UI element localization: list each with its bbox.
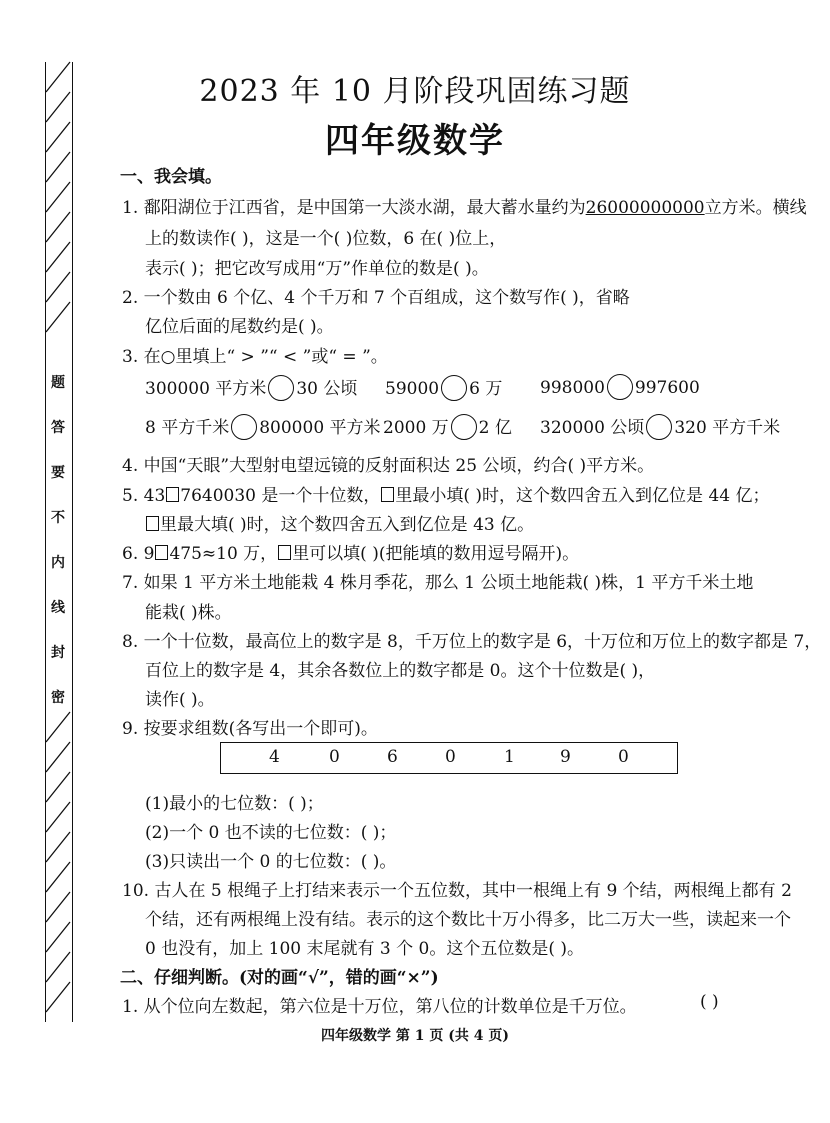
question-2-line-2: 亿位后面的尾数约是( )。: [145, 317, 334, 337]
digit-card: 1: [504, 747, 515, 767]
blank-square[interactable]: [166, 487, 179, 502]
page-footer: 四年级数学 第 1 页 (共 4 页): [321, 1028, 509, 1044]
question-9-sub-1: (1)最小的七位数：( )；: [145, 794, 324, 814]
compare-circle[interactable]: [441, 375, 467, 401]
compare-item: 2000 万 2 亿: [383, 413, 512, 440]
margin-char: 内: [51, 555, 65, 571]
compare-circle[interactable]: [607, 374, 633, 400]
question-6-line-1: 6. 9 475≈10 万， 里可以填( )(把能填的数用逗号隔开)。: [122, 544, 580, 564]
page-subtitle: 四年级数学: [325, 121, 505, 161]
blank-square[interactable]: [278, 545, 291, 560]
blank-square[interactable]: [155, 545, 168, 560]
margin-char: 封: [51, 645, 65, 661]
question-3-line-1: 3. 在○里填上“ > ”“ < ”或“ = ”。: [122, 347, 388, 367]
question-8-line-1: 8. 一个十位数，最高位上的数字是 8，千万位上的数字是 6，十万位和万位上的数字都是 7，: [122, 632, 822, 652]
compare-item: 320000 公顷 320 平方千米: [540, 413, 780, 440]
question-1-line-2: 上的数读作( )，这是一个( )位数，6 在( )位上，: [145, 229, 507, 249]
compare-circle[interactable]: [646, 414, 672, 440]
compare-item: 59000 6 万: [385, 374, 502, 401]
margin-char: 线: [51, 600, 65, 616]
section-heading-judge: 二、仔细判断。(对的画“√”，错的画“×”): [120, 968, 439, 988]
margin-char: 密: [51, 690, 65, 706]
digit-card: 6: [387, 747, 398, 767]
question-9-sub-3: (3)只读出一个 0 的七位数：( )。: [145, 852, 397, 872]
binding-margin-strip: [45, 62, 73, 1022]
question-5-line-2: 里最大填( )时，这个数四舍五入到亿位是 43 亿。: [145, 510, 534, 535]
q1-text-b: 立方米。横线: [704, 198, 807, 218]
digit-card: 0: [445, 747, 456, 767]
compare-circle[interactable]: [231, 414, 257, 440]
compare-item: 998000 997600: [540, 374, 700, 400]
question-10-line-1: 10. 古人在 5 根绳子上打结来表示一个五位数，其中一根绳上有 9 个结，两根绳上都有 2: [122, 881, 792, 901]
question-8-line-2: 百位上的数字是 4，其余各数位上的数字都是 0。这个十位数是( )，: [145, 661, 656, 681]
question-8-line-3: 读作( )。: [145, 690, 215, 710]
compare-circle[interactable]: [268, 375, 294, 401]
question-9-sub-2: (2)一个 0 也不读的七位数：( )；: [145, 823, 397, 843]
q1-text-a: 1. 鄱阳湖位于江西省，是中国第一大淡水湖，最大蓄水量约为: [122, 198, 586, 218]
digit-card: 0: [618, 747, 629, 767]
margin-char: 题: [51, 375, 65, 391]
section-heading-fill: 一、我会填。: [120, 167, 222, 187]
page-title: 2023 年 10 月阶段巩固练习题: [199, 74, 631, 109]
margin-char: 要: [51, 465, 65, 481]
question-9-line-1: 9. 按要求组数(各写出一个即可)。: [122, 719, 378, 739]
digit-card: 4: [269, 747, 280, 767]
compare-item: 300000 平方米 30 公顷: [145, 374, 357, 401]
margin-hatching: [46, 62, 72, 1022]
digit-card-box: [220, 742, 678, 774]
question-7-line-1: 7. 如果 1 平方米土地能栽 4 株月季花，那么 1 公顷土地能栽( )株，1 平方千米土地: [122, 573, 754, 593]
digit-card: 9: [560, 747, 571, 767]
question-1-line-1: [122, 193, 807, 218]
question-1-line-3: 表示( )；把它改写成用“万”作单位的数是( )。: [145, 259, 489, 279]
question-4-line-1: 4. 中国“天眼”大型射电望远镜的反射面积达 25 公顷，约合( )平方米。: [122, 456, 655, 476]
compare-circle[interactable]: [451, 414, 477, 440]
blank-square[interactable]: [381, 487, 394, 502]
question-5-line-1: 5. 43 7640030 是一个十位数， 里最小填( )时，这个数四舍五入到亿位是 44 亿；: [122, 486, 770, 506]
margin-char: 不: [51, 510, 65, 526]
judge-1-answer-paren[interactable]: ( ): [700, 992, 719, 1012]
judge-1-text: 1. 从个位向左数起，第六位是十万位，第八位的计数单位是千万位。: [122, 997, 637, 1017]
question-7-line-2: 能栽( )株。: [145, 603, 232, 623]
question-2-line-1: 2. 一个数由 6 个亿、4 个千万和 7 个百组成，这个数写作( )，省略: [122, 288, 630, 308]
question-10-line-3: 0 也没有，加上 100 末尾就有 3 个 0。这个五位数是( )。: [145, 939, 584, 959]
q1-underlined-number: 26000000000: [585, 198, 705, 218]
blank-square[interactable]: [146, 516, 159, 531]
digit-card: 0: [329, 747, 340, 767]
compare-item: 8 平方千米 800000 平方米: [145, 413, 381, 440]
question-10-line-2: 个结，还有两根绳上没有结。表示的这个数比十万小得多，比二万大一些，读起来一个: [145, 910, 791, 930]
margin-char: 答: [51, 420, 65, 436]
